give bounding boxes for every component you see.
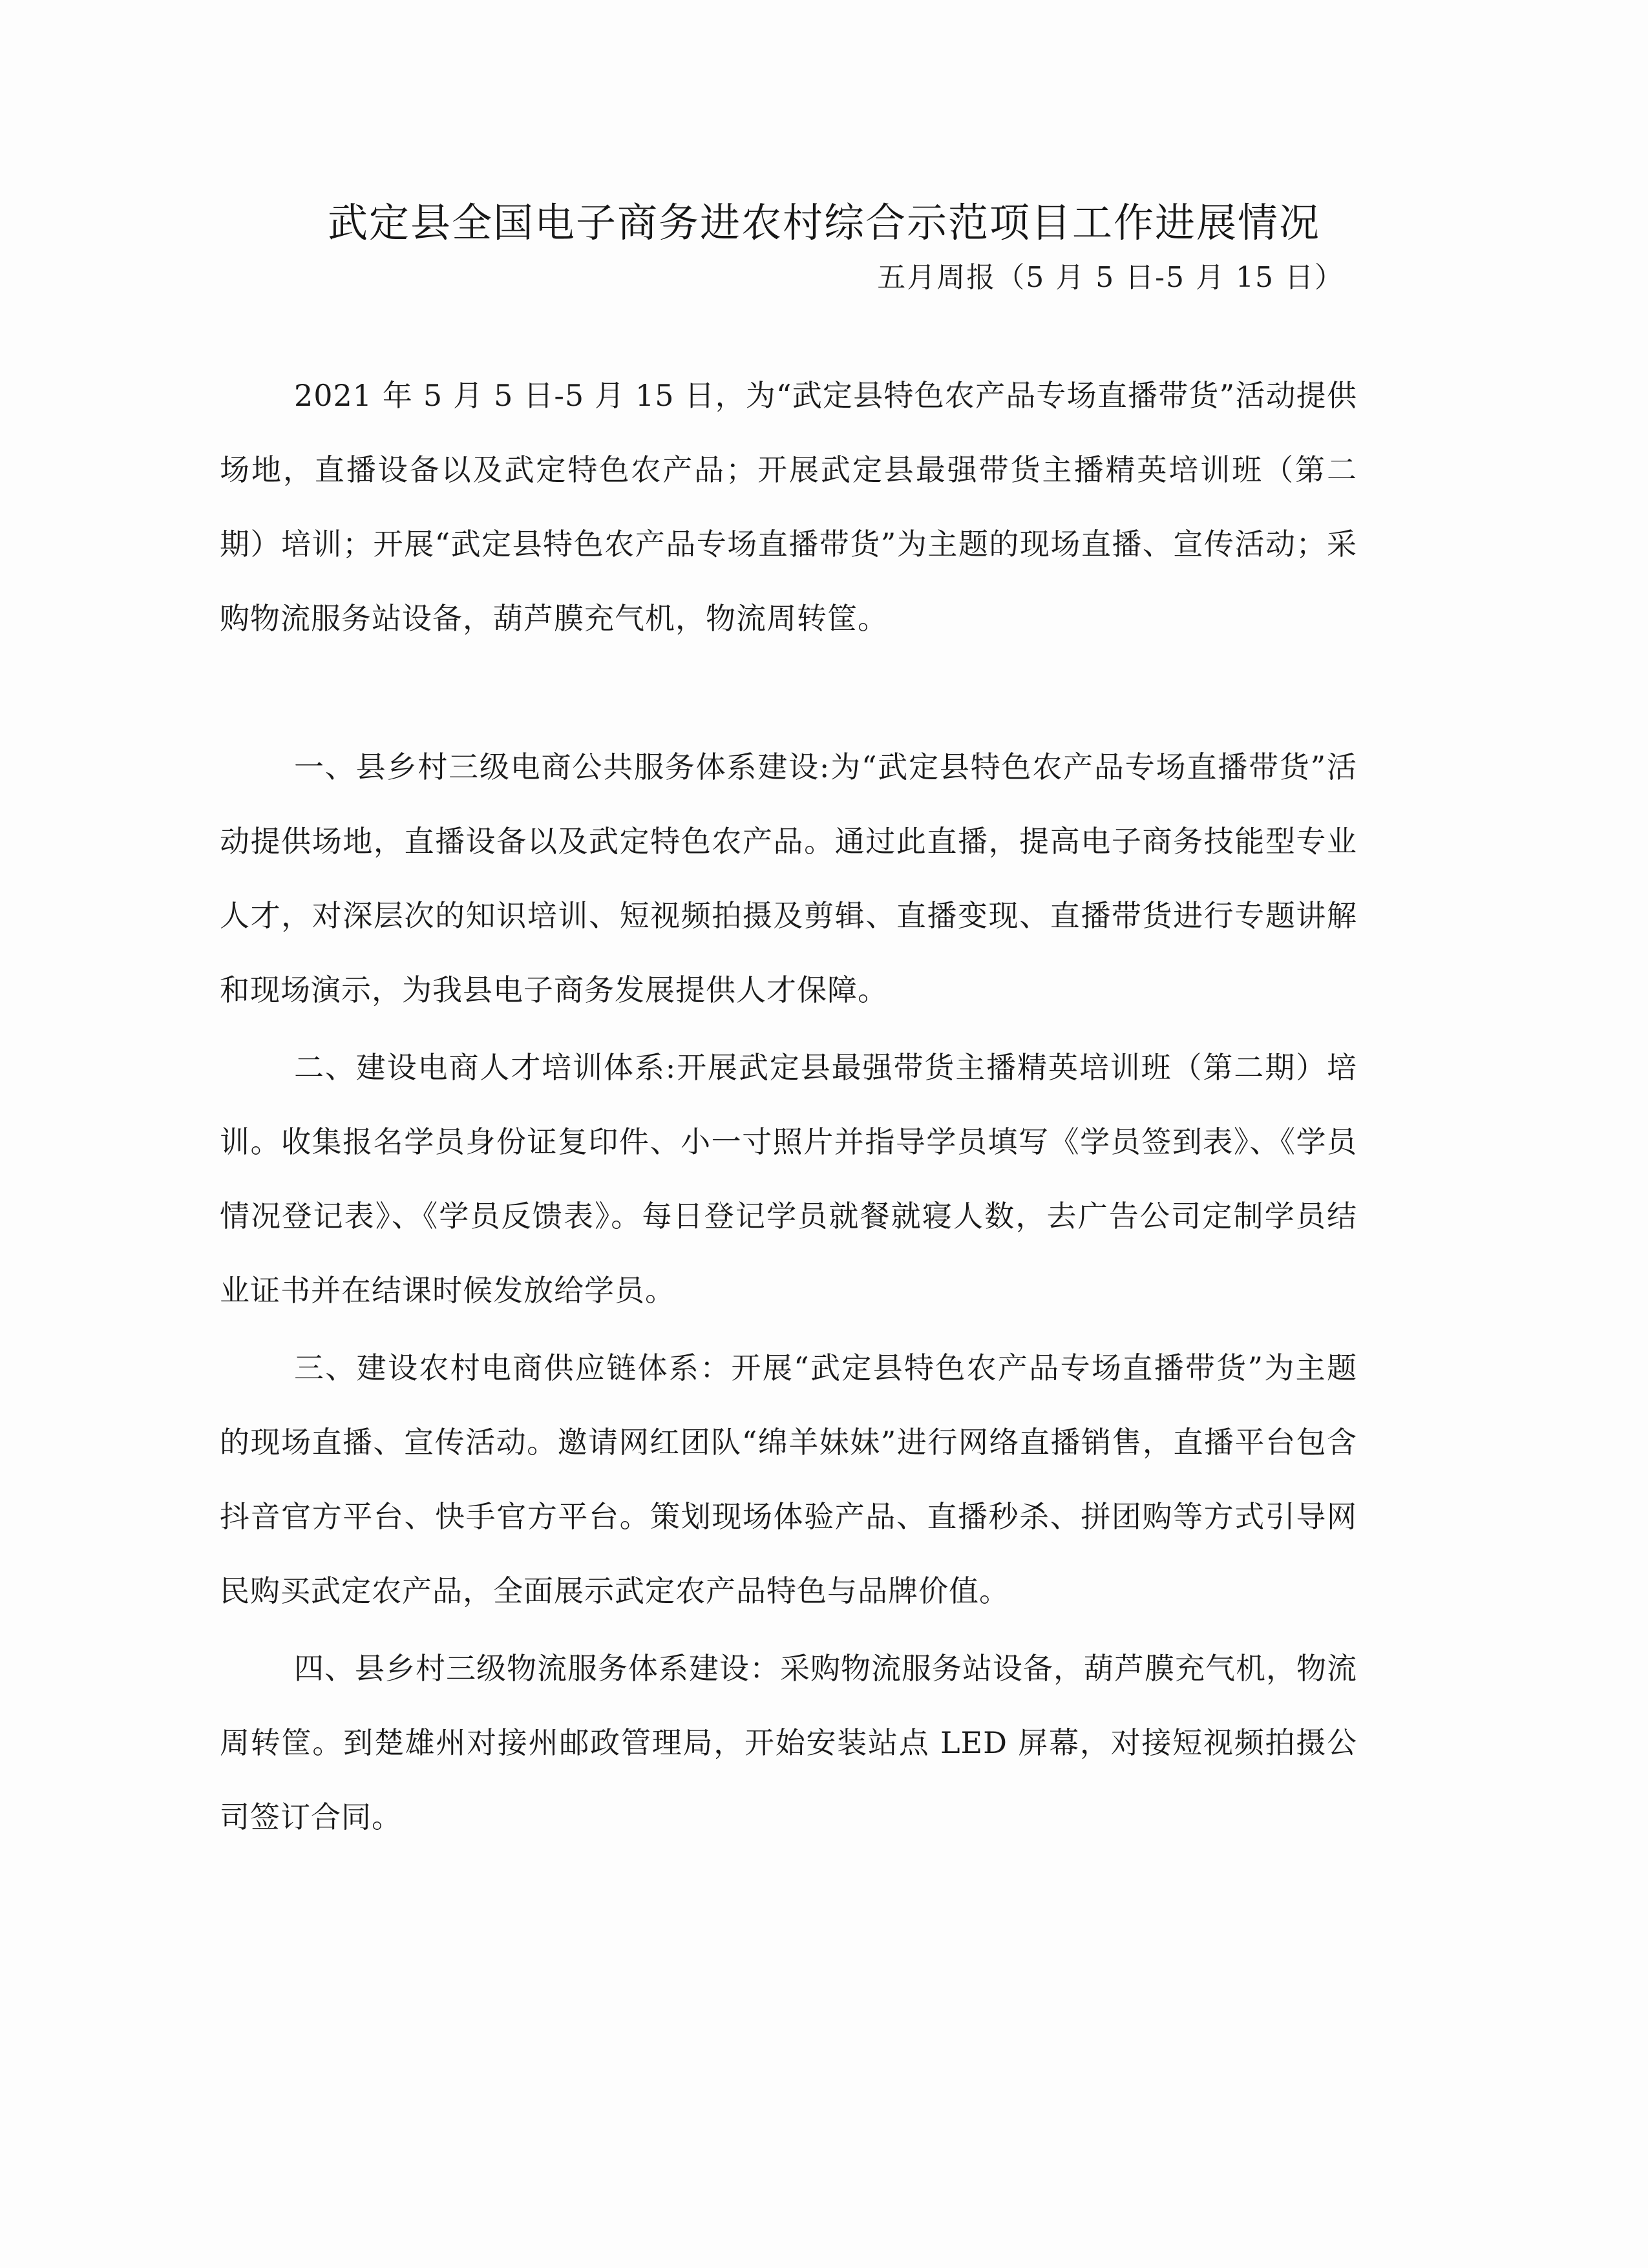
document-subtitle: 五月周报（5 月 5 日-5 月 15 日） xyxy=(877,261,1344,294)
section-heading-4: 四、县乡村三级物流服务体系建设： xyxy=(294,1651,780,1686)
intro-paragraph: 2021 年 5 月 5 日-5 月 15 日，为“武定县特色农产品专场直播带货”活动提供场地，直播设备以及武定特色农产品；开展武定县最强带货主播精英培训班（第二期）培训；开展“武定县特色农产品专场直播带货”为主题的现场直播、宣传活动；采购物流服务站设备，葫芦膜充气机，物流周转筐。 xyxy=(220,378,1357,636)
section-paragraph-2 xyxy=(220,1031,1357,1328)
section-heading-2: 二、建设电商人才培训体系: xyxy=(294,1050,677,1085)
section-heading-1: 一、县乡村三级电商公共服务体系建设: xyxy=(294,750,830,784)
section-body-3: 开展“武定县特色农产品专场直播带货”为主题的现场直播、宣传活动。邀请网红团队“绵羊妹妹”进行网络直播销售，直播平台包含抖音官方平台、快手官方平台。策划现场体验产品、直播秒杀、拼团购等方式引导网民购买武定农产品，全面展示武定农产品特色与品牌价值。 xyxy=(220,1350,1357,1608)
section-paragraph-3 xyxy=(220,1331,1357,1628)
section-body-4: 采购物流服务站设备，葫芦膜充气机，物流周转筐。到楚雄州对接州邮政管理局，开始安装站点 LED 屏幕，对接短视频拍摄公司签订合同。 xyxy=(220,1651,1357,1834)
section-body-1: 为“武定县特色农产品专场直播带货”活动提供场地，直播设备以及武定特色农产品。通过此直播，提高电子商务技能型专业人才，对深层次的知识培训、短视频拍摄及剪辑、直播变现、直播带货进行专题讲解和现场演示，为我县电子商务发展提供人才保障。 xyxy=(220,750,1357,1007)
section-paragraph-4 xyxy=(220,1632,1357,1854)
section-body-2: 开展武定县最强带货主播精英培训班（第二期）培训。收集报名学员身份证复印件、小一寸照片并指导学员填写《学员签到表》、《学员情况登记表》、《学员反馈表》。每日登记学员就餐就寝人数，去广告公司定制学员结业证书并在结课时候发放给学员。 xyxy=(220,1050,1358,1308)
section-paragraph-1 xyxy=(220,730,1357,1027)
document-title: 武定县全国电子商务进农村综合示范项目工作进展情况 xyxy=(327,199,1320,246)
section-heading-3: 三、建设农村电商供应链体系： xyxy=(294,1350,732,1385)
